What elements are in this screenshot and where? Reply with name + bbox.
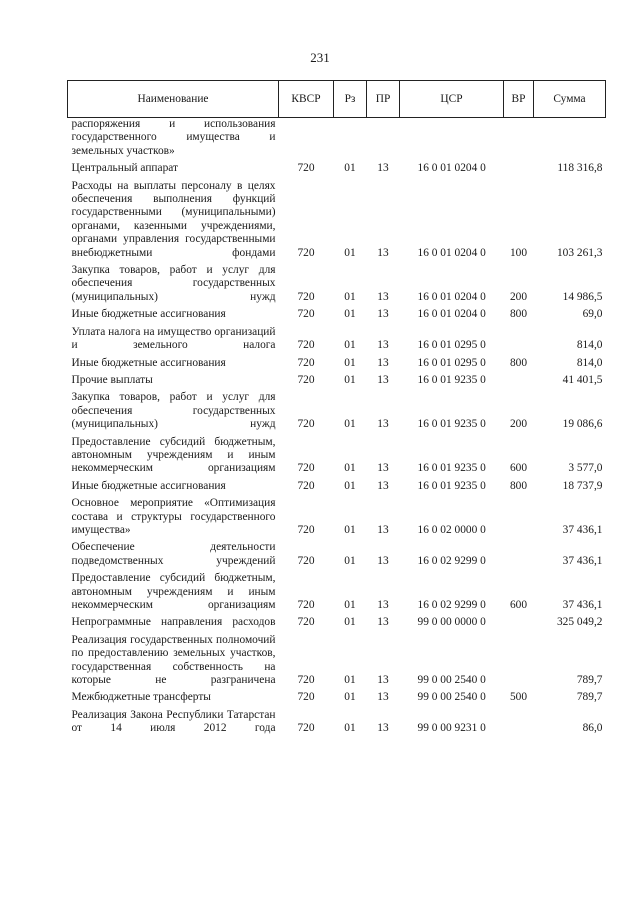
cell-rz: 01: [344, 616, 356, 629]
cell-pr: 13: [377, 674, 389, 687]
cell-pr: 13: [377, 462, 389, 475]
cell-csr: 16 0 01 9235 0: [417, 373, 486, 386]
cell-kvsr: 720: [297, 308, 315, 321]
cell-name: Прочие выплаты: [71, 373, 153, 386]
cell-csr: 16 0 02 9299 0: [417, 554, 486, 567]
cell-pr: 13: [377, 479, 389, 492]
cell-kvsr: 720: [297, 356, 315, 369]
cell-name: Непрограммные направления расходов: [71, 616, 276, 629]
cell-name: Обеспечение деятельности подведомственных учреждений: [71, 541, 276, 567]
cell-vr: 500: [509, 691, 528, 704]
cell-pr: 13: [377, 339, 389, 352]
cell-vr: [504, 158, 534, 175]
cell-csr: 16 0 01 0295 0: [417, 339, 486, 352]
cell-kvsr: 720: [297, 691, 315, 704]
cell-vr: [504, 630, 534, 688]
cell-rz: 01: [344, 523, 356, 536]
header-sum: Сумма: [534, 81, 606, 118]
cell-sum: 814,0: [576, 339, 603, 352]
cell-rz: 01: [344, 373, 356, 386]
cell-sum: 41 401,5: [562, 373, 603, 386]
cell-rz: 01: [344, 722, 356, 735]
cell-csr: 16 0 01 0204 0: [417, 290, 486, 303]
cell-sum: 3 577,0: [568, 462, 603, 475]
cell-sum: 14 986,5: [562, 290, 603, 303]
cell-kvsr: [279, 118, 334, 159]
cell-name: распоряжения и использования государственного имущества и земельных участков»: [71, 118, 276, 157]
table-row: [68, 687, 606, 704]
cell-rz: 01: [344, 674, 356, 687]
table-row: [68, 537, 606, 568]
header-csr: ЦСР: [400, 81, 504, 118]
cell-sum: 118 316,8: [557, 162, 603, 175]
cell-sum: 37 436,1: [562, 599, 603, 611]
cell-sum: 18 737,9: [562, 479, 603, 492]
table-row: [68, 176, 606, 260]
table-row: [68, 118, 606, 159]
table-row: [68, 476, 606, 493]
cell-rz: 01: [344, 246, 356, 259]
cell-rz: 01: [344, 554, 356, 567]
cell-vr: 200: [509, 418, 528, 431]
cell-csr: 16 0 01 0204 0: [417, 162, 486, 175]
cell-rz: [334, 118, 367, 159]
cell-rz: 01: [344, 462, 356, 475]
header-rz: Рз: [334, 81, 367, 118]
cell-rz: 01: [344, 691, 356, 704]
cell-sum: 86,0: [582, 722, 603, 735]
cell-name: Основное мероприятие «Оптимизация состава и структуры государственного имущества»: [71, 497, 276, 536]
cell-rz: 01: [344, 339, 356, 352]
cell-vr: [504, 612, 534, 629]
cell-pr: 13: [377, 722, 389, 735]
cell-sum: 789,7: [576, 674, 603, 687]
cell-sum: [534, 118, 606, 159]
cell-name: Реализация государственных полномочий по предоставлению земельных участков, государственная собственность на которые не разграничена: [71, 633, 276, 687]
cell-pr: 13: [377, 599, 389, 611]
cell-name: Предоставление субсидий бюджетным, автономным учреждениям и иным некоммерческим организациям: [71, 572, 276, 611]
cell-name: Центральный аппарат: [71, 162, 179, 175]
header-name: Наименование: [68, 81, 279, 118]
cell-rz: 01: [344, 356, 356, 369]
cell-vr: [504, 322, 534, 353]
table-row: [68, 353, 606, 370]
cell-vr: [504, 537, 534, 568]
cell-sum: 19 086,6: [562, 418, 603, 431]
cell-csr: 16 0 01 0204 0: [417, 308, 486, 321]
cell-name: Закупка товаров, работ и услуг для обеспечения государственных (муниципальных) нужд: [71, 264, 276, 303]
cell-csr: 16 0 01 9235 0: [417, 418, 486, 431]
cell-pr: 13: [377, 523, 389, 536]
cell-vr: [504, 118, 534, 159]
cell-vr: [504, 370, 534, 387]
cell-pr: 13: [377, 308, 389, 321]
cell-csr: 16 0 01 9235 0: [417, 462, 486, 475]
cell-pr: 13: [377, 246, 389, 259]
cell-pr: 13: [377, 373, 389, 386]
header-kvsr: КВСР: [279, 81, 334, 118]
cell-vr: 600: [509, 462, 528, 475]
header-pr: ПР: [367, 81, 400, 118]
cell-vr: 200: [509, 290, 528, 303]
cell-rz: 01: [344, 479, 356, 492]
cell-csr: 16 0 01 9235 0: [417, 479, 486, 492]
cell-pr: 13: [377, 162, 389, 175]
cell-vr: 800: [509, 356, 528, 369]
cell-csr: 16 0 01 0295 0: [417, 356, 486, 369]
cell-pr: 13: [377, 290, 389, 303]
table-row: [68, 493, 606, 537]
cell-pr: 13: [377, 554, 389, 567]
cell-pr: 13: [377, 616, 389, 629]
cell-vr: [504, 705, 534, 736]
table-row: [68, 432, 606, 476]
cell-kvsr: 720: [297, 554, 315, 567]
cell-kvsr: 720: [297, 373, 315, 386]
cell-kvsr: 720: [297, 722, 315, 735]
cell-name: Иные бюджетные ассигнования: [71, 356, 226, 369]
cell-vr: 600: [509, 599, 528, 611]
cell-vr: 100: [509, 246, 528, 259]
cell-csr: 99 0 00 2540 0: [417, 691, 486, 704]
table-body: [68, 118, 606, 736]
cell-kvsr: 720: [297, 339, 315, 352]
cell-kvsr: 720: [297, 290, 315, 303]
cell-sum: 37 436,1: [562, 554, 603, 567]
cell-vr: 800: [509, 308, 528, 321]
table-row: [68, 705, 606, 736]
cell-csr: 99 0 00 9231 0: [417, 722, 486, 735]
cell-name: Закупка товаров, работ и услуг для обеспечения государственных (муниципальных) нужд: [71, 391, 276, 431]
cell-kvsr: 720: [297, 418, 315, 431]
cell-pr: [367, 118, 400, 159]
cell-name: Уплата налога на имущество организаций и земельного налога: [71, 325, 276, 352]
cell-kvsr: 720: [297, 599, 315, 611]
cell-kvsr: 720: [297, 616, 315, 629]
cell-sum: 789,7: [576, 691, 603, 704]
cell-csr: 16 0 02 9299 0: [417, 599, 486, 611]
cell-pr: 13: [377, 418, 389, 431]
cell-kvsr: 720: [297, 674, 315, 687]
cell-name: Реализация Закона Республики Татарстан от 14 июля 2012 года: [71, 708, 276, 735]
table-row: [68, 158, 606, 175]
cell-pr: 13: [377, 691, 389, 704]
cell-pr: 13: [377, 356, 389, 369]
cell-name: Иные бюджетные ассигнования: [71, 308, 226, 321]
table-row: [68, 322, 606, 353]
table-header-row: [68, 81, 606, 118]
table-row: [68, 304, 606, 321]
cell-vr: 800: [509, 479, 528, 492]
cell-sum: 325 049,2: [556, 616, 603, 629]
cell-sum: 103 261,3: [556, 246, 603, 259]
budget-table: [67, 80, 606, 736]
table-row: [68, 260, 606, 304]
table-row: [68, 370, 606, 387]
page-number: 231: [310, 50, 330, 65]
header-vr: ВР: [504, 81, 534, 118]
cell-rz: 01: [344, 418, 356, 431]
table-row: [68, 612, 606, 629]
cell-kvsr: 720: [297, 479, 315, 492]
cell-csr: 99 0 00 2540 0: [417, 674, 486, 687]
cell-name: Расходы на выплаты персоналу в целях обеспечения выполнения функций государственными (муниципальными) органами, казенными учреждениями, органами управления государственными внебюджетными фондами: [71, 179, 276, 259]
table-row: [68, 387, 606, 431]
cell-sum: 69,0: [582, 308, 603, 321]
cell-csr: [400, 118, 504, 159]
cell-csr: 16 0 02 0000 0: [417, 523, 486, 536]
cell-csr: 99 0 00 0000 0: [417, 616, 486, 629]
cell-sum: 37 436,1: [562, 523, 603, 536]
cell-rz: 01: [344, 162, 356, 175]
cell-rz: 01: [344, 290, 356, 303]
cell-kvsr: 720: [297, 246, 315, 259]
table-row: [68, 568, 606, 612]
cell-name: Иные бюджетные ассигнования: [71, 479, 226, 492]
cell-kvsr: 720: [297, 462, 315, 475]
cell-kvsr: 720: [297, 523, 315, 536]
cell-csr: 16 0 01 0204 0: [417, 246, 486, 259]
cell-vr: [504, 493, 534, 537]
cell-name: Предоставление субсидий бюджетным, автономным учреждениям и иным некоммерческим организациям: [71, 435, 276, 475]
cell-name: Межбюджетные трансферты: [71, 691, 211, 704]
cell-rz: 01: [344, 308, 356, 321]
cell-sum: 814,0: [576, 356, 603, 369]
cell-kvsr: 720: [297, 162, 315, 175]
cell-rz: 01: [344, 599, 356, 611]
table-row: [68, 630, 606, 688]
